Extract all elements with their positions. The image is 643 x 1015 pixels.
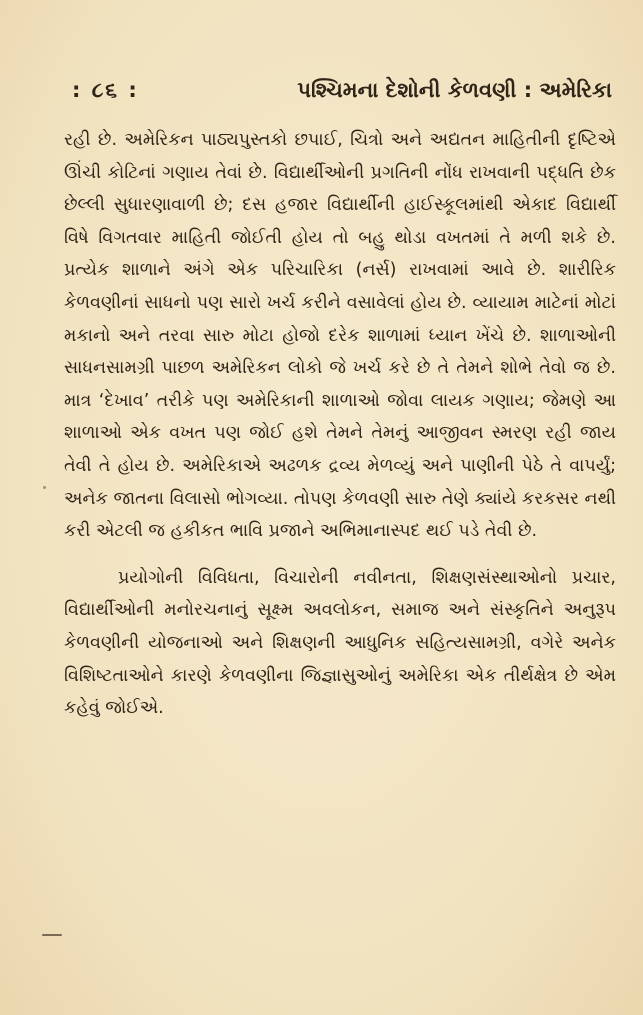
paragraph-2: પ્રયોગોની વિવિધતા, વિચારોની નવીનતા, શિક્ષણસંસ્થાઓનો પ્રચાર, વિદ્યાર્થીઓની મનોરચનાનું સૂક્ષ્મ અવલોકન, સમાજ અને સંસ્કૃતિને અનુરૂપ કેળવણીની યોજનાઓ અને શિક્ષણની આધુનિક સહિત્યસામગ્રી, વગેરે અનેક વિશિષ્ટતાઓને કારણે કેળવણીના જિજ્ઞાસુઓનું અમેરિકા એક તીર્થક્ષેત્ર છે એમ કહેવું જોઈએ. xyxy=(64,567,616,719)
paragraph-1: રહી છે. અમેરિકન પાઠ્યપુસ્તકો છપાઈ, ચિત્રો અને અદ્યતન માહિતીની દૃષ્ટિએ ઊંચી કોટિનાં ગણાય તેવાં છે. વિદ્યાર્થીઓની પ્રગતિની નોંધ રાખવાની પદ્ધતિ છેક છેલ્લી સુધારણાવાળી છે; દસ હજાર વિદ્યાર્થીની હાઈસ્કૂલમાંથી એકાદ વિદ્યાર્થી વિષે વિગતવાર માહિતી જોઈતી હોય તો બહુ થોડા વખતમાં તે મળી શકે છે. પ્રત્યેક શાળાને અંગે એક પરિચારિકા (નર્સ) રાખવામાં આવે છે. શારીરિક કેળવણીનાં સાધનો પણ સારો ખર્ચ કરીને વસાવેલાં હોય છે. વ્યાયામ માટેનાં મોટાં મકાનો અને તરવા સારુ મોટા હોજો દરેક શાળામાં ધ્યાન ખેંચે છે. શાળાઓની સાધનસામગ્રી પાછળ અમેરિકન લોકો જે ખર્ચ કરે છે તે તેમને શોભે તેવો જ છે. માત્ર ‘દેખાવ’ તરીકે પણ અમેરિકાની શાળાઓ જોવા લાયક ગણાય; જેમણે આ શાળાઓ એક વખત પણ જોઈ હશે તેમને તેમનું આજીવન સ્મરણ રહી જાય તેવી તે હોય છે. અમેરિકાએ અઢળક દ્રવ્ય મેળવ્યું અને પાણીની પેઠે તે વાપર્યું; અનેક જાતના વિલાસો ભોગવ્યા. તોપણ કેળવણી સારુ તેણે ક્યાંયે કરકસર નથી કરી એટલી જ હકીકત ભાવિ પ્રજાને અભિમાનાસ્પદ થઈ પડે તેવી છે. xyxy=(64,130,616,542)
paper-speck xyxy=(43,486,46,489)
running-title: પશ્ચિમના દેશોની કેળવણી : અમેરિકા xyxy=(297,78,612,102)
page-number: : ૮૬ : xyxy=(72,78,139,102)
paper-mark xyxy=(42,934,62,936)
page-header xyxy=(72,78,612,114)
body-text xyxy=(64,124,616,725)
